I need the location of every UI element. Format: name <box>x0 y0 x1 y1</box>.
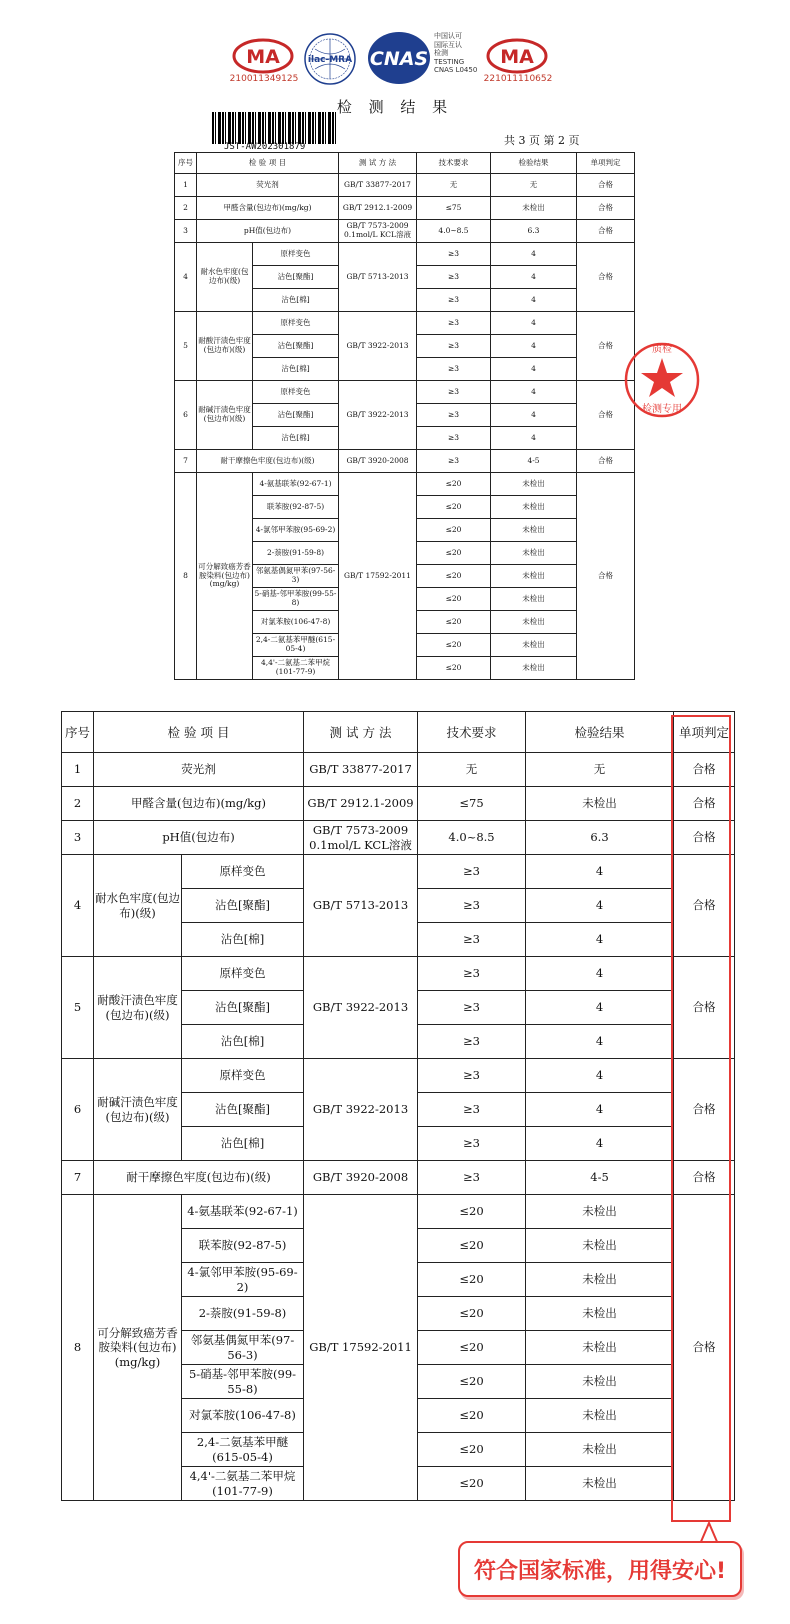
table-cell: 无 <box>417 174 491 197</box>
table-cell: 沾色[聚酯] <box>253 404 339 427</box>
table-cell: 联苯胺(92-87-5) <box>253 496 339 519</box>
table-cell: 合格 <box>577 197 635 220</box>
table-cell: 耐碱汗渍色牢度(包边布)(级) <box>197 381 253 450</box>
table-cell: ≤20 <box>417 611 491 634</box>
table-cell: 未检出 <box>491 519 577 542</box>
ma-right-code: 221011110652 <box>483 74 553 84</box>
table-cell: 原样变色 <box>182 1059 304 1093</box>
svg-text:ilac-MRA: ilac-MRA <box>307 55 353 65</box>
table-cell: ≤20 <box>417 634 491 657</box>
table-row <box>62 855 735 889</box>
table-cell: 荧光剂 <box>94 753 304 787</box>
table-cell: ≥3 <box>418 1059 526 1093</box>
table-cell: 未检出 <box>526 1399 674 1433</box>
table-cell: 沾色[棉] <box>253 427 339 450</box>
table-cell: GB/T 3922-2013 <box>339 381 417 450</box>
table-cell: 无 <box>526 753 674 787</box>
table-cell: 甲醛含量(包边布)(mg/kg) <box>197 197 339 220</box>
table-cell: 未检出 <box>526 1365 674 1399</box>
table-cell: 4-5 <box>526 1161 674 1195</box>
table-cell: 沾色[聚酯] <box>253 335 339 358</box>
table-cell: 合格 <box>674 1195 735 1501</box>
col-item: 检 验 项 目 <box>94 712 304 753</box>
table-cell: 3 <box>175 220 197 243</box>
table-cell: 2,4-二氨基苯甲醚(615-05-4) <box>182 1433 304 1467</box>
table-cell: 8 <box>175 473 197 680</box>
table-cell: ≥3 <box>417 289 491 312</box>
table-cell: 沾色[棉] <box>253 289 339 312</box>
table-cell: GB/T 2912.1-2009 <box>339 197 417 220</box>
table-cell: 4 <box>491 381 577 404</box>
table-row <box>175 473 635 496</box>
table-cell: 未检出 <box>526 787 674 821</box>
table-row <box>62 1161 735 1195</box>
svg-text:CNAS: CNAS <box>369 48 429 70</box>
table-cell: 合格 <box>577 243 635 312</box>
table-cell: ≤75 <box>418 787 526 821</box>
table-cell: 耐碱汗渍色牢度(包边布)(级) <box>94 1059 182 1161</box>
report-title: 检 测 结 果 <box>336 98 454 116</box>
table-row <box>62 821 735 855</box>
table-cell: 无 <box>491 174 577 197</box>
table-cell: 邻氨基偶氮甲苯(97-56-3) <box>182 1331 304 1365</box>
svg-text:MA: MA <box>246 46 280 68</box>
table-cell: 1 <box>62 753 94 787</box>
table-cell: ≥3 <box>418 889 526 923</box>
table-cell: 未检出 <box>491 473 577 496</box>
table-cell: 未检出 <box>491 197 577 220</box>
table-cell: 未检出 <box>526 1467 674 1501</box>
table-cell: ≤20 <box>417 519 491 542</box>
table-cell: 5 <box>62 957 94 1059</box>
table-cell: ≥3 <box>417 266 491 289</box>
table-cell: GB/T 33877-2017 <box>339 174 417 197</box>
table-cell: 2-萘胺(91-59-8) <box>253 542 339 565</box>
report-table-small <box>174 152 635 680</box>
col-method: 测 试 方 法 <box>339 153 417 174</box>
table-cell: ≥3 <box>418 991 526 1025</box>
table-row <box>62 787 735 821</box>
table-cell: 6.3 <box>526 821 674 855</box>
table-cell: 4 <box>526 957 674 991</box>
table-cell: 5-硝基-邻甲苯胺(99-55-8) <box>253 588 339 611</box>
table-cell: GB/T 17592-2011 <box>304 1195 418 1501</box>
table-cell: ≥3 <box>417 358 491 381</box>
table-cell: ≥3 <box>417 450 491 473</box>
table-cell: 5 <box>175 312 197 381</box>
table-cell: 未检出 <box>491 657 577 680</box>
table-cell: 4 <box>526 1059 674 1093</box>
table-cell: 邻氨基偶氮甲苯(97-56-3) <box>253 565 339 588</box>
table-cell: 4 <box>491 427 577 450</box>
table-cell: 对氯苯胺(106-47-8) <box>253 611 339 634</box>
table-cell: 4,4'-二氨基二苯甲烷(101-77-9) <box>253 657 339 680</box>
table-row <box>175 197 635 220</box>
col-req: 技术要求 <box>418 712 526 753</box>
table-cell: 耐酸汗渍色牢度(包边布)(级) <box>197 312 253 381</box>
table-cell: 未检出 <box>526 1263 674 1297</box>
table-cell: 2 <box>175 197 197 220</box>
table-row <box>62 957 735 991</box>
table-cell: ≤20 <box>418 1331 526 1365</box>
table-cell: 甲醛含量(包边布)(mg/kg) <box>94 787 304 821</box>
table-cell: ≤20 <box>417 565 491 588</box>
table-cell: 沾色[棉] <box>182 1127 304 1161</box>
table-cell: GB/T 2912.1-2009 <box>304 787 418 821</box>
ma-logo-left <box>232 38 294 74</box>
table-cell: 合格 <box>577 220 635 243</box>
table-cell: 沾色[棉] <box>182 923 304 957</box>
table-row <box>175 243 635 266</box>
table-cell: 合格 <box>674 787 735 821</box>
table-cell: 4.0~8.5 <box>417 220 491 243</box>
table-cell: 可分解致癌芳香胺染料(包边布)(mg/kg) <box>94 1195 182 1501</box>
table-cell: 6.3 <box>491 220 577 243</box>
table-cell: ≥3 <box>417 404 491 427</box>
table-cell: 5-硝基-邻甲苯胺(99-55-8) <box>182 1365 304 1399</box>
table-cell: ≤20 <box>418 1399 526 1433</box>
table-cell: GB/T 3922-2013 <box>339 312 417 381</box>
header-row <box>175 153 635 174</box>
table-cell: 沾色[棉] <box>253 358 339 381</box>
table-cell: ≤20 <box>418 1467 526 1501</box>
table-row <box>175 220 635 243</box>
table-cell: 对氯苯胺(106-47-8) <box>182 1399 304 1433</box>
table-cell: 4-氨基联苯(92-67-1) <box>182 1195 304 1229</box>
table-cell: ≤20 <box>418 1195 526 1229</box>
table-cell: 未检出 <box>526 1297 674 1331</box>
table-cell: 合格 <box>577 174 635 197</box>
svg-text:MA: MA <box>500 46 534 68</box>
table-row <box>62 1059 735 1093</box>
table-cell: 4-氯邻甲苯胺(95-69-2) <box>182 1263 304 1297</box>
table-cell: ≥3 <box>418 1093 526 1127</box>
table-cell: 无 <box>418 753 526 787</box>
table-cell: GB/T 33877-2017 <box>304 753 418 787</box>
table-cell: GB/T 5713-2013 <box>304 855 418 957</box>
table-cell: ≤20 <box>418 1365 526 1399</box>
col-req: 技术要求 <box>417 153 491 174</box>
table-cell: 耐酸汗渍色牢度(包边布)(级) <box>94 957 182 1059</box>
col-verdict: 单项判定 <box>674 712 735 753</box>
table-cell: 4 <box>491 266 577 289</box>
table-cell: 荧光剂 <box>197 174 339 197</box>
table-cell: ≥3 <box>418 855 526 889</box>
table-cell: 4 <box>526 1127 674 1161</box>
table-cell: 7 <box>175 450 197 473</box>
table-cell: 4 <box>491 289 577 312</box>
table-cell: 原样变色 <box>253 381 339 404</box>
table-cell: 耐干摩擦色牢度(包边布)(级) <box>94 1161 304 1195</box>
table-cell: ≤75 <box>417 197 491 220</box>
table-cell: 4 <box>491 335 577 358</box>
barcode-number: JST-AW202301879 <box>224 142 306 152</box>
table-cell: 合格 <box>674 753 735 787</box>
table-cell: 未检出 <box>526 1229 674 1263</box>
table-cell: ≥3 <box>417 335 491 358</box>
table-cell: 4.0~8.5 <box>418 821 526 855</box>
table-cell: ≥3 <box>418 1161 526 1195</box>
table-row <box>175 381 635 404</box>
table-cell: 7 <box>62 1161 94 1195</box>
table-cell: 未检出 <box>491 542 577 565</box>
table-cell: ≥3 <box>417 427 491 450</box>
table-cell: 沾色[棉] <box>182 1025 304 1059</box>
col-method: 测 试 方 法 <box>304 712 418 753</box>
table-cell: 联苯胺(92-87-5) <box>182 1229 304 1263</box>
table-cell: ≥3 <box>418 1025 526 1059</box>
table-cell: ≥3 <box>418 1127 526 1161</box>
table-cell: 4 <box>526 855 674 889</box>
callout-bubble: 符合国家标准，用得安心! <box>458 1541 742 1597</box>
table-cell: 3 <box>62 821 94 855</box>
table-cell: 未检出 <box>491 634 577 657</box>
table-cell: GB/T 3920-2008 <box>339 450 417 473</box>
table-cell: 沾色[聚酯] <box>182 991 304 1025</box>
table-cell: ≥3 <box>417 312 491 335</box>
table-row <box>175 312 635 335</box>
table-cell: 可分解致癌芳香胺染料(包边布)(mg/kg) <box>197 473 253 680</box>
table-cell: 未检出 <box>491 565 577 588</box>
table-cell: 4 <box>175 243 197 312</box>
table-cell: 耐水色牢度(包边布)(级) <box>94 855 182 957</box>
table-cell: 沾色[聚酯] <box>182 1093 304 1127</box>
table-cell: GB/T 5713-2013 <box>339 243 417 312</box>
table-cell: 4 <box>491 404 577 427</box>
table-cell: ≤20 <box>418 1229 526 1263</box>
table-cell: 4 <box>526 923 674 957</box>
col-verdict: 单项判定 <box>577 153 635 174</box>
svg-text:质检: 质检 <box>652 344 672 355</box>
table-cell: 4 <box>491 312 577 335</box>
header-row <box>62 712 735 753</box>
page-info: 共 3 页 第 2 页 <box>504 134 580 147</box>
table-cell: ≥3 <box>418 957 526 991</box>
table-cell: ≤20 <box>418 1433 526 1467</box>
table-cell: GB/T 3922-2013 <box>304 957 418 1059</box>
table-cell: 2-萘胺(91-59-8) <box>182 1297 304 1331</box>
ma-left-code: 210011349125 <box>229 74 299 84</box>
barcode <box>212 112 336 144</box>
table-cell: 4-5 <box>491 450 577 473</box>
table-cell: 原样变色 <box>182 855 304 889</box>
report-table-large <box>61 711 735 1501</box>
table-cell: GB/T 7573-2009 0.1mol/L KCL溶液 <box>304 821 418 855</box>
table-cell: 合格 <box>577 473 635 680</box>
col-item: 检 验 项 目 <box>197 153 339 174</box>
table-cell: 合格 <box>577 312 635 381</box>
ma-logo-right <box>486 38 548 74</box>
table-cell: 合格 <box>577 381 635 450</box>
table-cell: 合格 <box>674 1059 735 1161</box>
table-cell: 4-氨基联苯(92-67-1) <box>253 473 339 496</box>
table-cell: pH值(包边布) <box>94 821 304 855</box>
table-cell: GB/T 7573-2009 0.1mol/L KCL溶液 <box>339 220 417 243</box>
table-cell: GB/T 3922-2013 <box>304 1059 418 1161</box>
table-cell: ≤20 <box>417 588 491 611</box>
table-cell: ≤20 <box>418 1263 526 1297</box>
table-cell: 4 <box>491 243 577 266</box>
col-result: 检验结果 <box>491 153 577 174</box>
table-cell: ≥3 <box>417 381 491 404</box>
table-row <box>62 1195 735 1229</box>
table-cell: 4 <box>491 358 577 381</box>
table-row <box>175 174 635 197</box>
table-cell: pH值(包边布) <box>197 220 339 243</box>
table-cell: 未检出 <box>526 1331 674 1365</box>
table-cell: GB/T 17592-2011 <box>339 473 417 680</box>
table-cell: 耐水色牢度(包边布)(级) <box>197 243 253 312</box>
table-cell: 4 <box>526 1093 674 1127</box>
table-cell: ≤20 <box>417 657 491 680</box>
svg-text:检测专用: 检测专用 <box>642 404 682 415</box>
cnas-text: 中国认可 国际互认 检测 TESTING CNAS L0450 <box>434 32 478 75</box>
table-cell: ≥3 <box>417 243 491 266</box>
table-cell: 6 <box>175 381 197 450</box>
table-cell: 4 <box>526 991 674 1025</box>
table-cell: ≤20 <box>417 496 491 519</box>
table-cell: 沾色[聚酯] <box>253 266 339 289</box>
table-cell: 2 <box>62 787 94 821</box>
table-cell: ≥3 <box>418 923 526 957</box>
table-cell: 8 <box>62 1195 94 1501</box>
table-cell: 未检出 <box>491 588 577 611</box>
table-cell: 4-氯邻甲苯胺(95-69-2) <box>253 519 339 542</box>
table-cell: 未检出 <box>526 1433 674 1467</box>
table-cell: 原样变色 <box>182 957 304 991</box>
table-cell: ≤20 <box>417 542 491 565</box>
table-cell: 6 <box>62 1059 94 1161</box>
table-cell: 合格 <box>674 855 735 957</box>
table-cell: 耐干摩擦色牢度(包边布)(级) <box>197 450 339 473</box>
col-no: 序号 <box>175 153 197 174</box>
table-cell: 合格 <box>674 1161 735 1195</box>
table-cell: 原样变色 <box>253 243 339 266</box>
cnas-logo <box>366 30 432 86</box>
table-cell: 未检出 <box>491 496 577 519</box>
table-cell: ≤20 <box>418 1297 526 1331</box>
ilac-mra-logo <box>301 32 359 86</box>
table-cell: 2,4-二氨基苯甲醚(615-05-4) <box>253 634 339 657</box>
table-cell: 沾色[聚酯] <box>182 889 304 923</box>
table-cell: 1 <box>175 174 197 197</box>
table-cell: 4 <box>526 1025 674 1059</box>
table-cell: 4 <box>526 889 674 923</box>
table-cell: 未检出 <box>526 1195 674 1229</box>
table-cell: 原样变色 <box>253 312 339 335</box>
table-cell: 合格 <box>674 957 735 1059</box>
inspection-stamp <box>622 330 702 440</box>
table-cell: ≤20 <box>417 473 491 496</box>
table-cell: GB/T 3920-2008 <box>304 1161 418 1195</box>
table-cell: 合格 <box>577 450 635 473</box>
table-row <box>62 753 735 787</box>
table-cell: 4,4'-二氨基二苯甲烷(101-77-9) <box>182 1467 304 1501</box>
col-result: 检验结果 <box>526 712 674 753</box>
table-cell: 合格 <box>674 821 735 855</box>
table-row <box>175 450 635 473</box>
table-cell: 未检出 <box>491 611 577 634</box>
table-cell: 4 <box>62 855 94 957</box>
col-no: 序号 <box>62 712 94 753</box>
